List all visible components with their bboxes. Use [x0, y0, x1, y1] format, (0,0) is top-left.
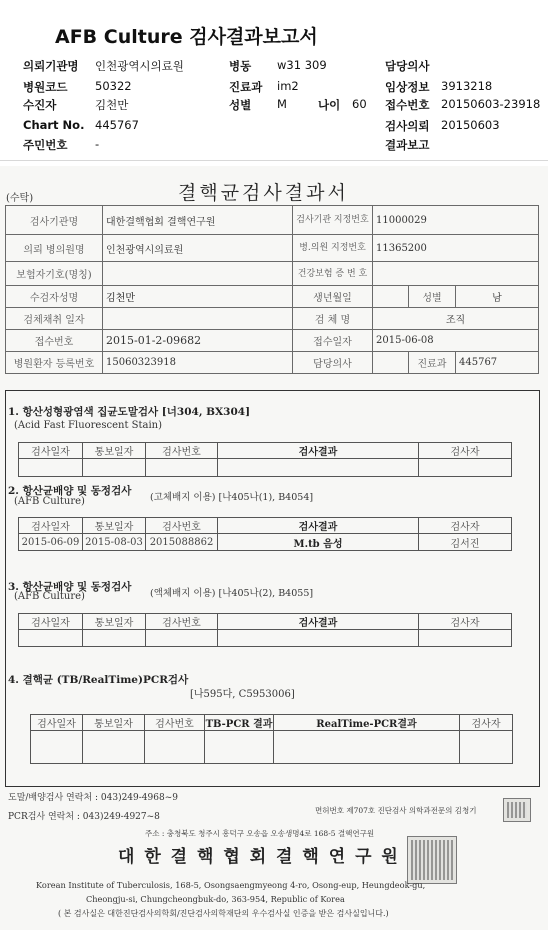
organization-name: 대 한 결 핵 협 회 결 핵 연 구 원: [118, 847, 400, 867]
section-4-title: 4. 결핵균 (TB/RealTime)PCR검사: [8, 674, 189, 686]
department-value: im2: [277, 79, 299, 93]
column-header: 검사결과: [218, 518, 419, 534]
hospital-label: 의뢰 병의원명: [6, 235, 103, 262]
sex-value: M: [277, 97, 287, 111]
receipt-no-value: 2015-01-2-09682: [103, 330, 293, 352]
chart-no-value: 445767: [95, 118, 139, 132]
attending-doctor-label: 담당의사: [385, 59, 430, 73]
clinical-info-value: 3913218: [441, 79, 493, 93]
column-header: 검사번호: [146, 614, 218, 630]
section-3-method: (액체배지 이용) [나405나(2), B4055]: [150, 588, 314, 599]
agency-id-value: 11000029: [373, 206, 539, 235]
column-header: 통보일자: [83, 518, 146, 534]
column-header: 검사일자: [31, 715, 83, 731]
receipt-number-value: 20150603-23918: [441, 97, 541, 111]
receipt-date-value: 2015-06-08: [373, 330, 539, 352]
requesting-agency-value: 인천광역시의료원: [95, 59, 184, 73]
test-date-cell: 2015-06-09: [19, 534, 83, 551]
section-3-table: [18, 613, 512, 647]
insured-label: 보험자기호(명칭): [6, 262, 103, 286]
column-header: 검사일자: [19, 443, 83, 459]
hospital-value: 인천광역시의료원: [103, 235, 293, 262]
result-report-label: 결과보고: [385, 138, 430, 152]
sex-value-scan: 남: [456, 286, 539, 308]
column-header: 통보일자: [83, 614, 146, 630]
patient-reg-value: 15060323918: [103, 352, 293, 374]
column-header: 검사번호: [146, 443, 218, 459]
section-1-table: [18, 442, 512, 477]
agency-label: 검사기관명: [6, 206, 103, 235]
patient-reg-label: 병원환자 등록번호: [6, 352, 103, 374]
column-header: 검사일자: [19, 518, 83, 534]
specimen-value: 조직: [373, 308, 539, 330]
table-cell: [218, 459, 419, 477]
agency-id-label: 검사기관 지정번호: [293, 206, 373, 235]
department-label: 진료과: [229, 80, 263, 94]
ward-value: w31 309: [277, 58, 327, 72]
section-4-table: [30, 714, 513, 764]
section-2-method: (고체배지 이용) [나405나(1), B4054]: [150, 492, 314, 503]
insurance-no-label: 건강보험 증 번 호: [293, 262, 373, 286]
request-date-value: 20150603: [441, 118, 500, 132]
sex-label-scan: 성별: [409, 286, 456, 308]
resident-no-label: 주민번호: [23, 138, 68, 152]
report-header: [0, 0, 548, 165]
receipt-no-label: 접수번호: [6, 330, 103, 352]
column-header: 검사결과: [218, 443, 419, 459]
column-header: RealTime-PCR결과: [274, 715, 460, 731]
collect-date-value: [103, 308, 293, 330]
table-cell: [205, 731, 274, 764]
table-cell: [460, 731, 513, 764]
doctor-label: 담당의사: [293, 352, 373, 374]
table-cell: [31, 731, 83, 764]
requesting-agency-label: 의뢰기관명: [23, 59, 79, 73]
hospital-code-label: 병원코드: [23, 80, 68, 94]
notice-date-cell: 2015-08-03: [83, 534, 146, 551]
insurance-no-value: [373, 262, 539, 286]
header-divider: [0, 160, 548, 161]
physician-seal: [503, 798, 531, 822]
agency-value: 대한결핵협회 결핵연구원: [103, 206, 293, 235]
column-header: 검사결과: [218, 614, 419, 630]
ward-label: 병동: [229, 59, 252, 73]
tester-cell: 김서진: [419, 534, 512, 551]
section-1-title: 1. 항산성형광염색 집균도말검사 [너304, BX304]: [8, 406, 251, 418]
column-header: 통보일자: [83, 715, 145, 731]
section-3-subtitle: (AFB Culture): [14, 591, 85, 602]
patient-name-value: 김천만: [103, 286, 293, 308]
insured-value: [103, 262, 293, 286]
section-2-table: [18, 517, 512, 551]
column-header: 통보일자: [83, 443, 146, 459]
organization-seal: [407, 836, 457, 884]
result-cell: M.tb 음성: [218, 534, 419, 551]
column-header: 검사자: [419, 518, 512, 534]
address-line: 주소 : 충청북도 청주시 흥덕구 오송읍 오송생명4로 168-5 결핵연구원: [145, 829, 375, 838]
english-address-1: Korean Institute of Tuberculosis, 168-5, Osongsaengmyeong 4-ro, Osong-eup, Heungdeok-gu,: [36, 880, 426, 890]
age-value: 60: [352, 97, 367, 111]
column-header: 검사자: [419, 443, 512, 459]
section-4-method: [나595다, C5953006]: [190, 689, 295, 700]
section-3-title: 3. 항산균배양 및 동정검사: [8, 581, 132, 593]
dept-label: 진료과: [409, 352, 456, 374]
contact-smear-culture: 도말/배양검사 연락처 : 043)249-4968~9: [8, 793, 178, 803]
section-1-subtitle: (Acid Fast Fluorescent Stain): [14, 420, 163, 431]
dept-value: 445767: [456, 352, 539, 374]
request-date-label: 검사의뢰: [385, 119, 430, 133]
section-2-title: 2. 항산균배양 및 동정검사: [8, 485, 132, 497]
hospital-code-value: 50322: [95, 79, 132, 93]
table-cell: [419, 459, 512, 477]
table-cell: [83, 459, 146, 477]
report-title: 결핵균검사결과서: [178, 182, 349, 204]
chart-no-label: Chart No.: [23, 118, 85, 132]
receipt-number-label: 접수번호: [385, 98, 430, 112]
header-title: AFB Culture 검사결과보고서: [55, 26, 318, 48]
table-cell: [146, 459, 218, 477]
clinical-info-label: 임상정보: [385, 80, 430, 94]
column-header: 검사자: [460, 715, 513, 731]
section-2-subtitle: (AFB Culture): [14, 496, 85, 507]
certification-note: ( 본 검사실은 대한진단검사의학회/진단검사의학재단의 우수검사실 인증을 받은 검사실입니다.): [58, 909, 389, 918]
table-cell: [145, 731, 205, 764]
column-header: TB-PCR 결과: [205, 715, 274, 731]
table-cell: [146, 630, 218, 647]
test-no-cell: 2015088862: [146, 534, 218, 551]
birth-value: [373, 286, 409, 308]
patient-label: 수진자: [23, 98, 57, 112]
table-cell: [19, 630, 83, 647]
birth-label: 생년월일: [293, 286, 373, 308]
patient-name-label: 수검자성명: [6, 286, 103, 308]
table-cell: [218, 630, 419, 647]
resident-no-value: -: [95, 137, 100, 151]
sex-label: 성별: [229, 98, 252, 112]
hospital-id-label: 병.의원 지정번호: [293, 235, 373, 262]
age-label: 나이: [318, 98, 341, 112]
report-tag: (수탁): [6, 193, 34, 204]
contact-pcr: PCR검사 연락처 : 043)249-4927~8: [8, 812, 160, 822]
hospital-id-value: 11365200: [373, 235, 539, 262]
column-header: 검사번호: [146, 518, 218, 534]
specimen-label: 검 체 명: [293, 308, 373, 330]
receipt-date-label: 접수일자: [293, 330, 373, 352]
info-table: [5, 205, 539, 374]
doctor-value: [373, 352, 409, 374]
table-cell: [83, 630, 146, 647]
patient-value: 김천만: [95, 98, 129, 112]
column-header: 검사자: [419, 614, 512, 630]
table-cell: [83, 731, 145, 764]
table-cell: [419, 630, 512, 647]
table-cell: [19, 459, 83, 477]
english-address-2: Cheongju-si, Chungcheongbuk-do, 363-954, Republic of Korea: [86, 894, 345, 904]
column-header: 검사번호: [145, 715, 205, 731]
license-line: 면허번호 제707호 진단검사 의학과전문의 김청기: [315, 806, 477, 815]
table-cell: [274, 731, 460, 764]
column-header: 검사일자: [19, 614, 83, 630]
collect-date-label: 검체채취 일자: [6, 308, 103, 330]
